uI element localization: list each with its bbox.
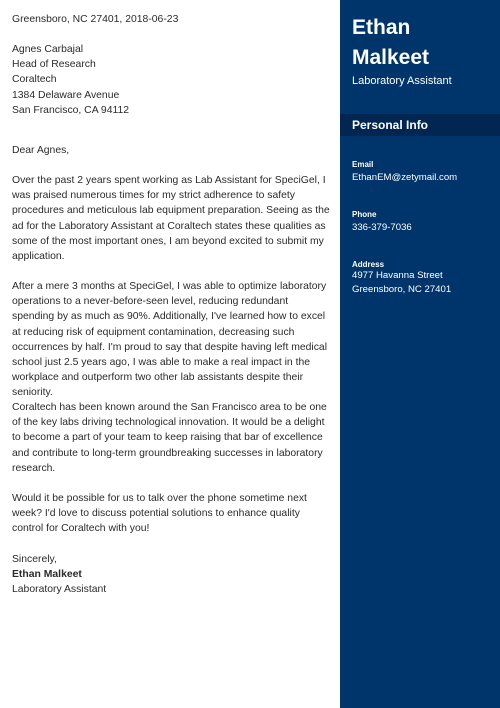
body-paragraph: After a mere 3 months at SpeciGel, I was able to optimize laboratory operations to a never-before-seen level, reducing redundant spending by as much as 90%. Additionally, I've learned how to excel at reducing risk of equipment contamination, decreasing such occurrences by half. I'm proud to say that despite having left medical school just 2.5 years ago, I was able to make a real impact in the workplace and outperform two other lab assistants despite their seniority. [12,281,328,399]
address-line-1: 4977 Havanna Street [352,270,443,281]
first-name: Ethan [352,16,411,39]
last-name: Malkeet [352,46,430,69]
signer-title: Laboratory Assistant [12,584,107,596]
address-line-2: Greensboro, NC 27401 [352,284,452,295]
recipient-street: 1384 Delaware Avenue [12,89,120,101]
body-paragraph: Would it be possible for us to talk over the phone sometime next week? I'd love to discuss potential solutions to enhance quality control for Coraltech with you! [12,493,307,535]
body-paragraph: Coraltech has been known around the San Francisco area to be one of the key labs driving technological innovation. It would be a delight to become a part of your team to keep raising that bar of excellence and contribute to long-term groundbreaking successes in laboratory research. [12,402,327,474]
address-label: Address [352,260,385,269]
greeting: Dear Agnes, [12,145,70,156]
date-line: Greensboro, NC 27401, 2018-06-23 [12,14,179,25]
section-title: Personal Info [352,118,429,132]
recipient-title: Head of Research [12,59,96,71]
applicant-name [352,13,429,73]
phone-value: 336-379-7036 [352,222,412,233]
recipient-company: Coraltech [12,74,57,86]
email-value: EthanEM@zetymail.com [352,172,458,183]
recipient-name: Agnes Carbajal [12,44,84,55]
recipient-block [12,42,129,118]
closing: Sincerely, [12,554,57,565]
signer-name: Ethan Malkeet [12,569,82,581]
recipient-city: San Francisco, CA 94112 [12,104,130,116]
email-label: Email [352,160,374,169]
signoff-block [12,552,106,598]
phone-label: Phone [352,210,377,219]
sidebar [340,0,500,708]
personal-info-header [340,114,500,136]
body-paragraph: Over the past 2 years spent working as Lab Assistant for SpeciGel, I was praised numerous times for my strict adherence to safety procedures and meticulous lab equipment preparation. Seeing as the ad for the Laboratory Assistant at Coraltech states these qualities as some of the most important ones, I am beyond excited to submit my application. [12,175,330,263]
applicant-job-title: Laboratory Assistant [352,75,452,87]
